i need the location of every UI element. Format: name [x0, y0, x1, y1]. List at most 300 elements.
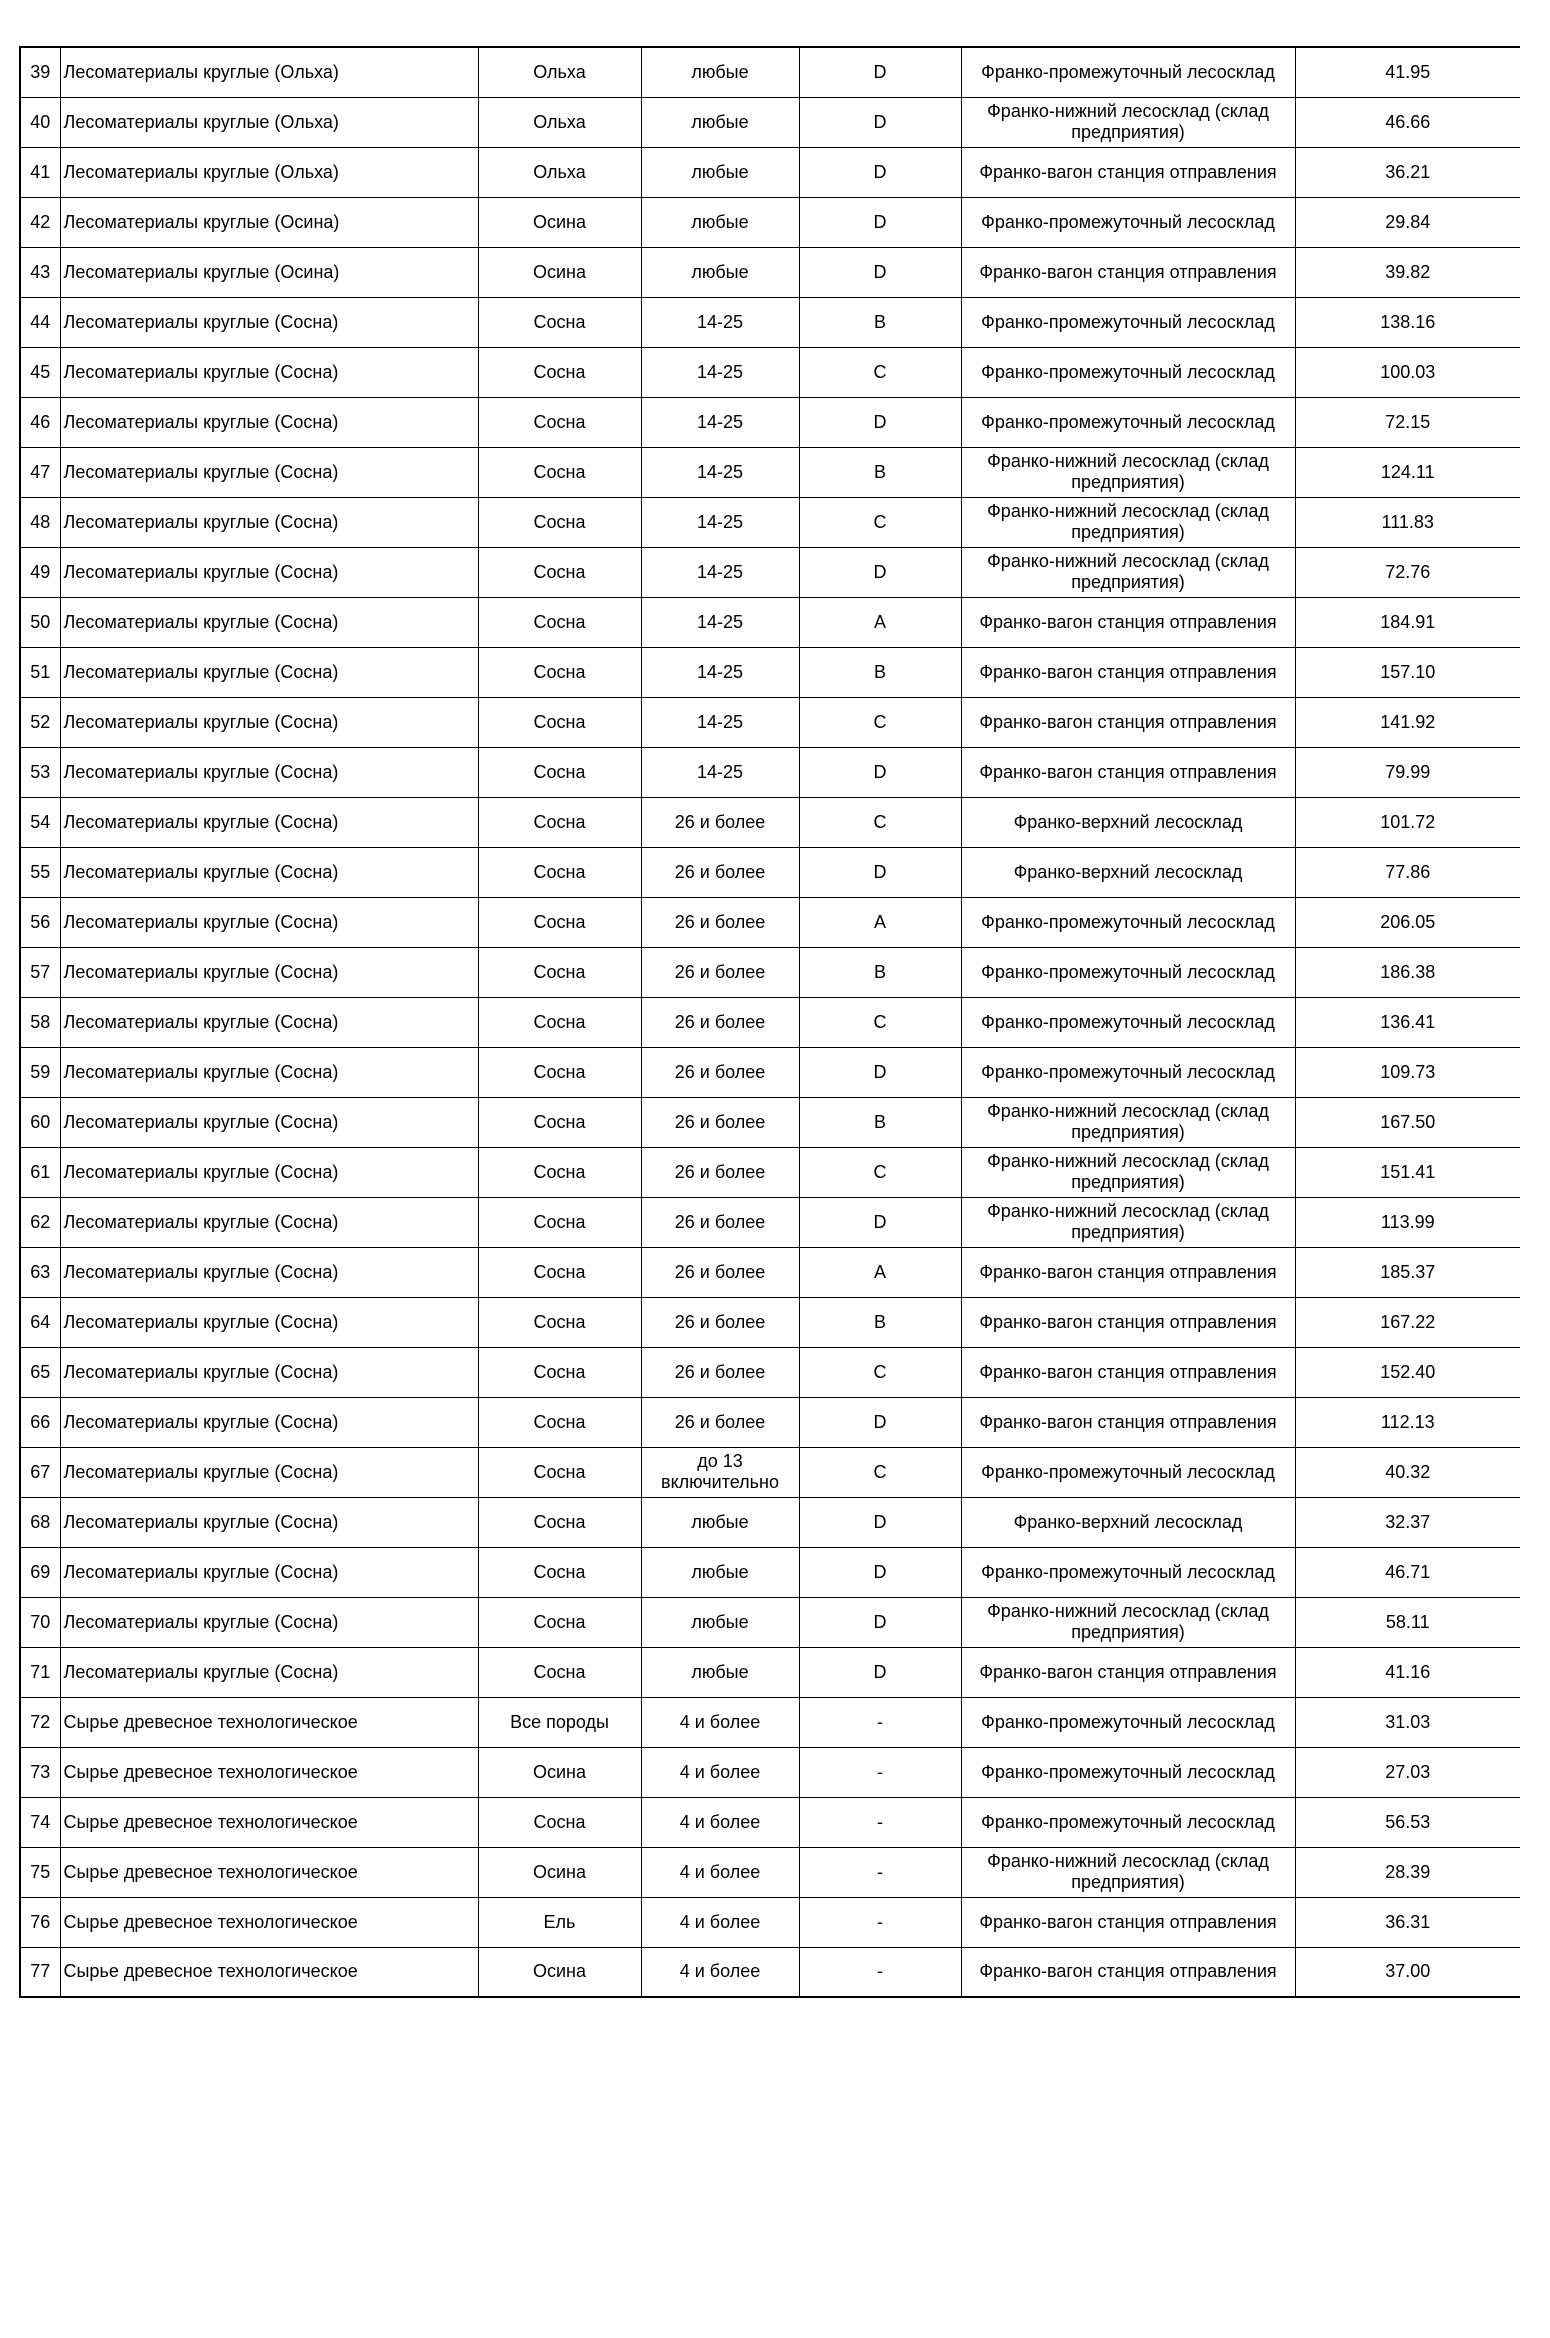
diameter-cell: 26 и более — [641, 1147, 799, 1197]
product-name-cell: Лесоматериалы круглые (Сосна) — [60, 547, 478, 597]
delivery-terms-cell: Франко-вагон станция отправления — [961, 1647, 1295, 1697]
delivery-terms-cell: Франко-промежуточный лесосклад — [961, 297, 1295, 347]
wood-species-cell: Ольха — [478, 147, 641, 197]
price-cell: 141.92 — [1295, 697, 1520, 747]
row-number-cell: 54 — [20, 797, 60, 847]
wood-species-cell: Сосна — [478, 697, 641, 747]
diameter-cell: 14-25 — [641, 697, 799, 747]
delivery-terms-cell: Франко-верхний лесосклад — [961, 847, 1295, 897]
delivery-terms-cell: Франко-промежуточный лесосклад — [961, 1747, 1295, 1797]
row-number-cell: 69 — [20, 1547, 60, 1597]
table-row — [20, 1847, 1520, 1897]
quality-grade-cell: C — [799, 347, 961, 397]
delivery-terms-cell: Франко-вагон станция отправления — [961, 1347, 1295, 1397]
delivery-terms-cell: Франко-нижний лесосклад (склад предприятия) — [961, 1597, 1295, 1647]
wood-species-cell: Сосна — [478, 1797, 641, 1847]
wood-species-cell: Все породы — [478, 1697, 641, 1747]
product-name-cell: Лесоматериалы круглые (Сосна) — [60, 1297, 478, 1347]
diameter-cell: 14-25 — [641, 747, 799, 797]
quality-grade-cell: - — [799, 1897, 961, 1947]
quality-grade-cell: D — [799, 847, 961, 897]
price-cell: 32.37 — [1295, 1497, 1520, 1547]
delivery-terms-cell: Франко-промежуточный лесосклад — [961, 947, 1295, 997]
delivery-terms-cell: Франко-вагон станция отправления — [961, 247, 1295, 297]
wood-species-cell: Ель — [478, 1897, 641, 1947]
quality-grade-cell: A — [799, 1247, 961, 1297]
quality-grade-cell: D — [799, 1647, 961, 1697]
quality-grade-cell: D — [799, 747, 961, 797]
diameter-cell: 4 и более — [641, 1797, 799, 1847]
diameter-cell: любые — [641, 1647, 799, 1697]
wood-species-cell: Ольха — [478, 97, 641, 147]
price-cell: 184.91 — [1295, 597, 1520, 647]
product-name-cell: Лесоматериалы круглые (Сосна) — [60, 597, 478, 647]
price-cell: 29.84 — [1295, 197, 1520, 247]
diameter-cell: 14-25 — [641, 347, 799, 397]
product-name-cell: Лесоматериалы круглые (Сосна) — [60, 947, 478, 997]
wood-species-cell: Сосна — [478, 1497, 641, 1547]
quality-grade-cell: D — [799, 197, 961, 247]
quality-grade-cell: D — [799, 1597, 961, 1647]
product-name-cell: Лесоматериалы круглые (Сосна) — [60, 1447, 478, 1497]
product-name-cell: Лесоматериалы круглые (Сосна) — [60, 397, 478, 447]
table-row — [20, 997, 1520, 1047]
wood-species-cell: Сосна — [478, 1147, 641, 1197]
product-name-cell: Лесоматериалы круглые (Ольха) — [60, 47, 478, 97]
quality-grade-cell: D — [799, 247, 961, 297]
product-name-cell: Лесоматериалы круглые (Сосна) — [60, 1547, 478, 1597]
row-number-cell: 57 — [20, 947, 60, 997]
row-number-cell: 60 — [20, 1097, 60, 1147]
price-cell: 56.53 — [1295, 1797, 1520, 1847]
product-name-cell: Лесоматериалы круглые (Осина) — [60, 197, 478, 247]
row-number-cell: 62 — [20, 1197, 60, 1247]
product-name-cell: Лесоматериалы круглые (Сосна) — [60, 1097, 478, 1147]
row-number-cell: 47 — [20, 447, 60, 497]
product-name-cell: Сырье древесное технологическое — [60, 1747, 478, 1797]
row-number-cell: 50 — [20, 597, 60, 647]
quality-grade-cell: C — [799, 797, 961, 847]
row-number-cell: 66 — [20, 1397, 60, 1447]
diameter-cell: любые — [641, 147, 799, 197]
price-cell: 40.32 — [1295, 1447, 1520, 1497]
table-row — [20, 947, 1520, 997]
row-number-cell: 58 — [20, 997, 60, 1047]
quality-grade-cell: - — [799, 1797, 961, 1847]
table-row — [20, 247, 1520, 297]
table-row — [20, 1497, 1520, 1547]
table-row — [20, 197, 1520, 247]
delivery-terms-cell: Франко-вагон станция отправления — [961, 647, 1295, 697]
wood-species-cell: Сосна — [478, 547, 641, 597]
product-name-cell: Лесоматериалы круглые (Сосна) — [60, 897, 478, 947]
price-cell: 136.41 — [1295, 997, 1520, 1047]
price-table — [19, 46, 1520, 1998]
diameter-cell: 4 и более — [641, 1697, 799, 1747]
quality-grade-cell: A — [799, 897, 961, 947]
row-number-cell: 43 — [20, 247, 60, 297]
table-row — [20, 847, 1520, 897]
row-number-cell: 42 — [20, 197, 60, 247]
row-number-cell: 70 — [20, 1597, 60, 1647]
wood-species-cell: Сосна — [478, 647, 641, 697]
price-cell: 72.15 — [1295, 397, 1520, 447]
row-number-cell: 45 — [20, 347, 60, 397]
quality-grade-cell: C — [799, 497, 961, 547]
wood-species-cell: Сосна — [478, 947, 641, 997]
row-number-cell: 76 — [20, 1897, 60, 1947]
product-name-cell: Лесоматериалы круглые (Сосна) — [60, 697, 478, 747]
quality-grade-cell: C — [799, 1447, 961, 1497]
quality-grade-cell: C — [799, 697, 961, 747]
wood-species-cell: Сосна — [478, 1447, 641, 1497]
price-cell: 186.38 — [1295, 947, 1520, 997]
price-cell: 41.16 — [1295, 1647, 1520, 1697]
delivery-terms-cell: Франко-вагон станция отправления — [961, 697, 1295, 747]
table-row — [20, 397, 1520, 447]
table-row — [20, 1197, 1520, 1247]
product-name-cell: Лесоматериалы круглые (Сосна) — [60, 1397, 478, 1447]
row-number-cell: 56 — [20, 897, 60, 947]
product-name-cell: Сырье древесное технологическое — [60, 1797, 478, 1847]
delivery-terms-cell: Франко-промежуточный лесосклад — [961, 1697, 1295, 1747]
product-name-cell: Лесоматериалы круглые (Ольха) — [60, 97, 478, 147]
diameter-cell: 26 и более — [641, 1247, 799, 1297]
table-row — [20, 1897, 1520, 1947]
table-row — [20, 447, 1520, 497]
row-number-cell: 59 — [20, 1047, 60, 1097]
wood-species-cell: Осина — [478, 247, 641, 297]
table-row — [20, 1097, 1520, 1147]
product-name-cell: Лесоматериалы круглые (Сосна) — [60, 1347, 478, 1397]
product-name-cell: Сырье древесное технологическое — [60, 1697, 478, 1747]
delivery-terms-cell: Франко-нижний лесосклад (склад предприятия) — [961, 1147, 1295, 1197]
wood-species-cell: Сосна — [478, 1047, 641, 1097]
quality-grade-cell: D — [799, 397, 961, 447]
diameter-cell: любые — [641, 47, 799, 97]
delivery-terms-cell: Франко-промежуточный лесосклад — [961, 397, 1295, 447]
product-name-cell: Лесоматериалы круглые (Сосна) — [60, 847, 478, 897]
delivery-terms-cell: Франко-вагон станция отправления — [961, 1897, 1295, 1947]
price-cell: 157.10 — [1295, 647, 1520, 697]
row-number-cell: 49 — [20, 547, 60, 597]
table-row — [20, 597, 1520, 647]
delivery-terms-cell: Франко-нижний лесосклад (склад предприятия) — [961, 447, 1295, 497]
row-number-cell: 51 — [20, 647, 60, 697]
price-cell: 36.31 — [1295, 1897, 1520, 1947]
table-row — [20, 97, 1520, 147]
wood-species-cell: Сосна — [478, 1197, 641, 1247]
diameter-cell: 14-25 — [641, 547, 799, 597]
product-name-cell: Лесоматериалы круглые (Сосна) — [60, 497, 478, 547]
quality-grade-cell: B — [799, 647, 961, 697]
price-cell: 28.39 — [1295, 1847, 1520, 1897]
wood-species-cell: Сосна — [478, 797, 641, 847]
wood-species-cell: Сосна — [478, 597, 641, 647]
price-cell: 109.73 — [1295, 1047, 1520, 1097]
price-cell: 124.11 — [1295, 447, 1520, 497]
row-number-cell: 61 — [20, 1147, 60, 1197]
price-cell: 138.16 — [1295, 297, 1520, 347]
quality-grade-cell: B — [799, 447, 961, 497]
price-cell: 151.41 — [1295, 1147, 1520, 1197]
delivery-terms-cell: Франко-промежуточный лесосклад — [961, 347, 1295, 397]
price-cell: 41.95 — [1295, 47, 1520, 97]
product-name-cell: Лесоматериалы круглые (Сосна) — [60, 647, 478, 697]
delivery-terms-cell: Франко-вагон станция отправления — [961, 1947, 1295, 1997]
row-number-cell: 40 — [20, 97, 60, 147]
delivery-terms-cell: Франко-вагон станция отправления — [961, 1247, 1295, 1297]
delivery-terms-cell: Франко-нижний лесосклад (склад предприятия) — [961, 1097, 1295, 1147]
wood-species-cell: Сосна — [478, 1297, 641, 1347]
price-cell: 101.72 — [1295, 797, 1520, 847]
price-cell: 152.40 — [1295, 1347, 1520, 1397]
table-row — [20, 1247, 1520, 1297]
product-name-cell: Лесоматериалы круглые (Сосна) — [60, 1647, 478, 1697]
diameter-cell: 4 и более — [641, 1847, 799, 1897]
price-cell: 167.50 — [1295, 1097, 1520, 1147]
row-number-cell: 46 — [20, 397, 60, 447]
row-number-cell: 44 — [20, 297, 60, 347]
diameter-cell: 14-25 — [641, 397, 799, 447]
quality-grade-cell: D — [799, 547, 961, 597]
price-cell: 79.99 — [1295, 747, 1520, 797]
price-cell: 185.37 — [1295, 1247, 1520, 1297]
row-number-cell: 68 — [20, 1497, 60, 1547]
row-number-cell: 63 — [20, 1247, 60, 1297]
product-name-cell: Лесоматериалы круглые (Сосна) — [60, 1047, 478, 1097]
price-cell: 39.82 — [1295, 247, 1520, 297]
table-row — [20, 897, 1520, 947]
wood-species-cell: Сосна — [478, 897, 641, 947]
row-number-cell: 67 — [20, 1447, 60, 1497]
wood-species-cell: Сосна — [478, 397, 641, 447]
table-row — [20, 1647, 1520, 1697]
delivery-terms-cell: Франко-нижний лесосклад (склад предприятия) — [961, 547, 1295, 597]
wood-species-cell: Сосна — [478, 1247, 641, 1297]
row-number-cell: 52 — [20, 697, 60, 747]
wood-species-cell: Сосна — [478, 1597, 641, 1647]
row-number-cell: 75 — [20, 1847, 60, 1897]
price-cell: 167.22 — [1295, 1297, 1520, 1347]
product-name-cell: Лесоматериалы круглые (Сосна) — [60, 997, 478, 1047]
wood-species-cell: Сосна — [478, 347, 641, 397]
quality-grade-cell: C — [799, 1147, 961, 1197]
product-name-cell: Сырье древесное технологическое — [60, 1897, 478, 1947]
quality-grade-cell: C — [799, 997, 961, 1047]
price-cell: 58.11 — [1295, 1597, 1520, 1647]
table-row — [20, 297, 1520, 347]
wood-species-cell: Сосна — [478, 1547, 641, 1597]
diameter-cell: 26 и более — [641, 1347, 799, 1397]
table-row — [20, 1047, 1520, 1097]
wood-species-cell: Осина — [478, 1747, 641, 1797]
wood-species-cell: Сосна — [478, 297, 641, 347]
delivery-terms-cell: Франко-вагон станция отправления — [961, 1397, 1295, 1447]
quality-grade-cell: B — [799, 1097, 961, 1147]
table-row — [20, 547, 1520, 597]
delivery-terms-cell: Франко-промежуточный лесосклад — [961, 897, 1295, 947]
table-row — [20, 47, 1520, 97]
quality-grade-cell: D — [799, 1547, 961, 1597]
wood-species-cell: Сосна — [478, 1397, 641, 1447]
row-number-cell: 73 — [20, 1747, 60, 1797]
delivery-terms-cell: Франко-нижний лесосклад (склад предприятия) — [961, 1197, 1295, 1247]
product-name-cell: Сырье древесное технологическое — [60, 1947, 478, 1997]
row-number-cell: 77 — [20, 1947, 60, 1997]
quality-grade-cell: D — [799, 1047, 961, 1097]
delivery-terms-cell: Франко-промежуточный лесосклад — [961, 47, 1295, 97]
diameter-cell: 4 и более — [641, 1947, 799, 1997]
row-number-cell: 39 — [20, 47, 60, 97]
table-row — [20, 1347, 1520, 1397]
wood-species-cell: Сосна — [478, 1097, 641, 1147]
table-row — [20, 647, 1520, 697]
quality-grade-cell: D — [799, 97, 961, 147]
table-row — [20, 497, 1520, 547]
product-name-cell: Сырье древесное технологическое — [60, 1847, 478, 1897]
diameter-cell: любые — [641, 247, 799, 297]
delivery-terms-cell: Франко-нижний лесосклад (склад предприятия) — [961, 497, 1295, 547]
diameter-cell: 4 и более — [641, 1897, 799, 1947]
table-row — [20, 1947, 1520, 1997]
table-row — [20, 347, 1520, 397]
diameter-cell: 26 и более — [641, 847, 799, 897]
row-number-cell: 71 — [20, 1647, 60, 1697]
table-row — [20, 1147, 1520, 1197]
row-number-cell: 74 — [20, 1797, 60, 1847]
price-cell: 111.83 — [1295, 497, 1520, 547]
product-name-cell: Лесоматериалы круглые (Сосна) — [60, 1197, 478, 1247]
row-number-cell: 55 — [20, 847, 60, 897]
price-cell: 77.86 — [1295, 847, 1520, 897]
diameter-cell: 26 и более — [641, 1047, 799, 1097]
price-cell: 27.03 — [1295, 1747, 1520, 1797]
table-row — [20, 1797, 1520, 1847]
diameter-cell: 26 и более — [641, 897, 799, 947]
row-number-cell: 41 — [20, 147, 60, 197]
quality-grade-cell: A — [799, 597, 961, 647]
quality-grade-cell: D — [799, 1197, 961, 1247]
quality-grade-cell: - — [799, 1747, 961, 1797]
delivery-terms-cell: Франко-вагон станция отправления — [961, 1297, 1295, 1347]
delivery-terms-cell: Франко-нижний лесосклад (склад предприятия) — [961, 1847, 1295, 1897]
diameter-cell: 14-25 — [641, 447, 799, 497]
price-cell: 37.00 — [1295, 1947, 1520, 1997]
price-cell: 46.66 — [1295, 97, 1520, 147]
diameter-cell: 14-25 — [641, 597, 799, 647]
price-cell: 72.76 — [1295, 547, 1520, 597]
delivery-terms-cell: Франко-вагон станция отправления — [961, 147, 1295, 197]
table-row — [20, 697, 1520, 747]
diameter-cell: 26 и более — [641, 947, 799, 997]
delivery-terms-cell: Франко-верхний лесосклад — [961, 1497, 1295, 1547]
price-cell: 36.21 — [1295, 147, 1520, 197]
quality-grade-cell: D — [799, 1497, 961, 1547]
price-cell: 46.71 — [1295, 1547, 1520, 1597]
delivery-terms-cell: Франко-промежуточный лесосклад — [961, 1047, 1295, 1097]
row-number-cell: 64 — [20, 1297, 60, 1347]
wood-species-cell: Сосна — [478, 1647, 641, 1697]
row-number-cell: 48 — [20, 497, 60, 547]
row-number-cell: 65 — [20, 1347, 60, 1397]
table-row — [20, 1297, 1520, 1347]
quality-grade-cell: B — [799, 297, 961, 347]
price-cell: 100.03 — [1295, 347, 1520, 397]
quality-grade-cell: B — [799, 1297, 961, 1347]
product-name-cell: Лесоматериалы круглые (Сосна) — [60, 297, 478, 347]
diameter-cell: любые — [641, 1597, 799, 1647]
diameter-cell: 4 и более — [641, 1747, 799, 1797]
price-cell: 206.05 — [1295, 897, 1520, 947]
delivery-terms-cell: Франко-промежуточный лесосклад — [961, 1447, 1295, 1497]
diameter-cell: любые — [641, 97, 799, 147]
table-row — [20, 1397, 1520, 1447]
product-name-cell: Лесоматериалы круглые (Сосна) — [60, 1247, 478, 1297]
diameter-cell: 26 и более — [641, 1097, 799, 1147]
product-name-cell: Лесоматериалы круглые (Ольха) — [60, 147, 478, 197]
delivery-terms-cell: Франко-промежуточный лесосклад — [961, 197, 1295, 247]
wood-species-cell: Осина — [478, 1947, 641, 1997]
price-cell: 113.99 — [1295, 1197, 1520, 1247]
quality-grade-cell: B — [799, 947, 961, 997]
delivery-terms-cell: Франко-промежуточный лесосклад — [961, 1547, 1295, 1597]
price-cell: 31.03 — [1295, 1697, 1520, 1747]
diameter-cell: 26 и более — [641, 797, 799, 847]
quality-grade-cell: - — [799, 1847, 961, 1897]
diameter-cell: 26 и более — [641, 1397, 799, 1447]
table-body — [20, 47, 1520, 1997]
quality-grade-cell: - — [799, 1947, 961, 1997]
table-row — [20, 1747, 1520, 1797]
row-number-cell: 53 — [20, 747, 60, 797]
delivery-terms-cell: Франко-промежуточный лесосклад — [961, 997, 1295, 1047]
table-row — [20, 1447, 1520, 1497]
diameter-cell: 14-25 — [641, 497, 799, 547]
product-name-cell: Лесоматериалы круглые (Сосна) — [60, 1597, 478, 1647]
delivery-terms-cell: Франко-нижний лесосклад (склад предприятия) — [961, 97, 1295, 147]
wood-species-cell: Сосна — [478, 847, 641, 897]
table-row — [20, 147, 1520, 197]
diameter-cell: любые — [641, 1547, 799, 1597]
diameter-cell: 26 и более — [641, 997, 799, 1047]
diameter-cell: 14-25 — [641, 647, 799, 697]
quality-grade-cell: D — [799, 47, 961, 97]
wood-species-cell: Сосна — [478, 997, 641, 1047]
quality-grade-cell: D — [799, 147, 961, 197]
wood-species-cell: Сосна — [478, 447, 641, 497]
diameter-cell: 26 и более — [641, 1197, 799, 1247]
quality-grade-cell: - — [799, 1697, 961, 1747]
table-row — [20, 1697, 1520, 1747]
product-name-cell: Лесоматериалы круглые (Осина) — [60, 247, 478, 297]
table-row — [20, 1597, 1520, 1647]
table-row — [20, 1547, 1520, 1597]
diameter-cell: любые — [641, 197, 799, 247]
quality-grade-cell: D — [799, 1397, 961, 1447]
product-name-cell: Лесоматериалы круглые (Сосна) — [60, 347, 478, 397]
diameter-cell: 14-25 — [641, 297, 799, 347]
wood-species-cell: Сосна — [478, 1347, 641, 1397]
delivery-terms-cell: Франко-вагон станция отправления — [961, 747, 1295, 797]
wood-species-cell: Осина — [478, 1847, 641, 1897]
wood-species-cell: Осина — [478, 197, 641, 247]
row-number-cell: 72 — [20, 1697, 60, 1747]
delivery-terms-cell: Франко-вагон станция отправления — [961, 597, 1295, 647]
product-name-cell: Лесоматериалы круглые (Сосна) — [60, 747, 478, 797]
product-name-cell: Лесоматериалы круглые (Сосна) — [60, 447, 478, 497]
product-name-cell: Лесоматериалы круглые (Сосна) — [60, 797, 478, 847]
